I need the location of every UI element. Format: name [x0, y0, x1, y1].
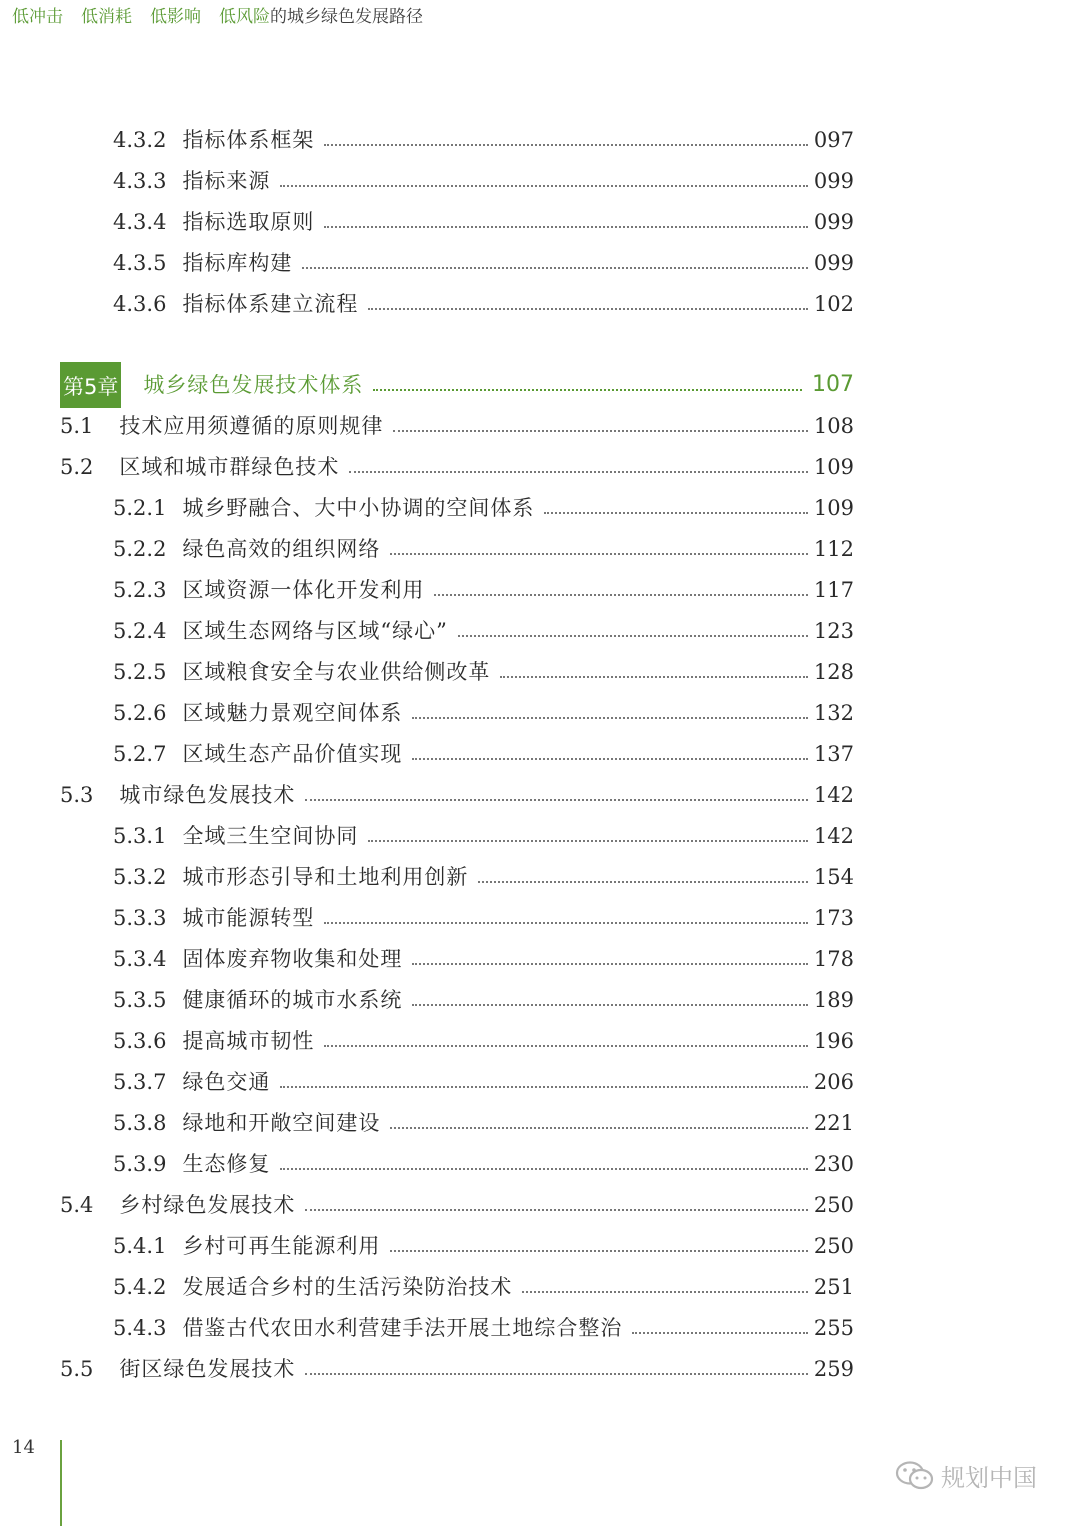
toc-entry-title: 区域和城市群绿色技术: [119, 455, 340, 479]
dot-leader: [324, 142, 808, 146]
toc-entry-page: 196: [813, 1029, 854, 1053]
toc-entry[interactable]: [113, 570, 854, 610]
toc-entry-number: 5.3: [60, 783, 94, 807]
toc-entry-title: 指标体系框架: [182, 128, 315, 152]
toc-entry-title: 生态修复: [182, 1152, 271, 1176]
toc-entry[interactable]: [113, 1144, 854, 1184]
toc-entry[interactable]: [113, 693, 854, 733]
dot-leader: [390, 1248, 808, 1252]
toc-entry-page: 189: [813, 988, 854, 1012]
dot-leader: [478, 879, 808, 883]
running-header: [12, 2, 441, 27]
toc-entry-number: 5.1: [60, 414, 94, 438]
toc-entry-number: 5.3.3: [113, 906, 167, 930]
toc-entry[interactable]: [113, 1308, 854, 1348]
toc-entry-number: 5.5: [60, 1357, 94, 1381]
toc-entry-title: 区域粮食安全与农业供给侧改革: [182, 660, 491, 684]
toc-entry[interactable]: [60, 406, 854, 446]
toc-entry[interactable]: [113, 816, 854, 856]
dot-leader: [280, 1166, 808, 1170]
toc-entry-page: 137: [813, 742, 854, 766]
toc-entry-number: 4.3.2: [113, 128, 167, 152]
toc-entry-page: 178: [813, 947, 854, 971]
header-title: 的城乡绿色发展路径: [270, 7, 423, 27]
toc-entry-page: 112: [813, 537, 854, 561]
toc-entry-page: 142: [813, 824, 854, 848]
toc-entry-title: 乡村绿色发展技术: [119, 1193, 296, 1217]
toc-entry-title: 指标选取原则: [182, 210, 315, 234]
dot-leader: [324, 224, 808, 228]
toc-entry-number: 4.3.6: [113, 292, 167, 316]
toc-entry-number: 4.3.5: [113, 251, 167, 275]
chapter-title: 城乡绿色发展技术体系: [143, 373, 364, 397]
toc-entry-number: 4.3.4: [113, 210, 167, 234]
toc-entry-title: 借鉴古代农田水利营建手法开展土地综合整治: [182, 1316, 623, 1340]
toc-entry[interactable]: [113, 284, 854, 324]
toc-entry-page: 128: [813, 660, 854, 684]
dot-leader: [458, 633, 808, 637]
margin-rule: [60, 1440, 62, 1526]
toc-entry[interactable]: [113, 734, 854, 774]
toc-entry-page: 123: [813, 619, 854, 643]
toc-entry-page: 099: [813, 210, 854, 234]
toc-entry-title: 全域三生空间协同: [182, 824, 359, 848]
toc-entry-title: 绿色交通: [182, 1070, 271, 1094]
dot-leader: [632, 1330, 808, 1334]
dot-leader: [390, 1125, 808, 1129]
toc-entry-number: 5.2.3: [113, 578, 167, 602]
dot-leader: [412, 961, 808, 965]
toc-entry-page: 099: [813, 169, 854, 193]
toc-entry[interactable]: [113, 202, 854, 242]
toc-entry[interactable]: [113, 1062, 854, 1102]
toc-entry-title: 绿色高效的组织网络: [182, 537, 381, 561]
toc-entry-title: 乡村可再生能源利用: [182, 1234, 381, 1258]
toc-entry-title: 指标库构建: [182, 251, 293, 275]
dot-leader: [349, 469, 808, 473]
dot-leader: [500, 674, 808, 678]
toc-entry-number: 5.3.7: [113, 1070, 167, 1094]
toc-entry-title: 区域生态网络与区域“绿心”: [182, 619, 448, 643]
toc-entry-title: 区域魅力景观空间体系: [182, 701, 403, 725]
toc-entry-page: 102: [813, 292, 854, 316]
toc-entry-number: 5.4.1: [113, 1234, 167, 1258]
toc-entry[interactable]: [113, 652, 854, 692]
toc-entry-number: 5.2: [60, 455, 94, 479]
dot-leader: [393, 428, 808, 432]
dot-leader: [305, 797, 808, 801]
toc-entry-title: 街区绿色发展技术: [119, 1357, 296, 1381]
dot-leader: [412, 715, 808, 719]
toc-entry[interactable]: [113, 898, 854, 938]
toc-entry-page: 206: [813, 1070, 854, 1094]
toc-entry-title: 区域资源一体化开发利用: [182, 578, 425, 602]
header-tag: 低风险: [219, 7, 270, 27]
dot-leader: [305, 1207, 808, 1211]
chapter-page: 107: [812, 372, 854, 397]
toc-entry[interactable]: [113, 529, 854, 569]
dot-leader: [280, 1084, 808, 1088]
toc-entry-title: 指标体系建立流程: [182, 292, 359, 316]
toc-entry-page: 109: [813, 496, 854, 520]
dot-leader: [324, 1043, 808, 1047]
dot-leader: [302, 265, 808, 269]
toc-entry-page: 108: [813, 414, 854, 438]
toc-entry[interactable]: [113, 161, 854, 201]
dot-leader: [280, 183, 808, 187]
toc-entry[interactable]: [60, 1185, 854, 1225]
dot-leader: [368, 838, 808, 842]
toc-entry-page: 132: [813, 701, 854, 725]
wechat-icon: [895, 1460, 935, 1492]
toc-entry-number: 4.3.3: [113, 169, 167, 193]
toc-entry-page: 109: [813, 455, 854, 479]
toc-entry-number: 5.4: [60, 1193, 94, 1217]
toc-entry-title: 区域生态产品价值实现: [182, 742, 403, 766]
toc-entry-title: 固体废弃物收集和处理: [182, 947, 403, 971]
header-tag: 低冲击: [12, 7, 63, 27]
toc-entry-page: 250: [813, 1193, 854, 1217]
toc-entry-number: 5.2.6: [113, 701, 167, 725]
dot-leader: [324, 920, 808, 924]
toc-entry-number: 5.2.2: [113, 537, 167, 561]
toc-entry[interactable]: [113, 488, 854, 528]
toc-entry-page: 099: [813, 251, 854, 275]
toc-entry-page: 142: [813, 783, 854, 807]
toc-entry[interactable]: [60, 447, 854, 487]
dot-leader: [544, 510, 808, 514]
toc-entry[interactable]: [113, 243, 854, 283]
toc-entry-title: 技术应用须遵循的原则规律: [119, 414, 384, 438]
header-tag: 低影响: [150, 7, 201, 27]
toc-entry-number: 5.2.1: [113, 496, 167, 520]
toc-entry-number: 5.3.9: [113, 1152, 167, 1176]
toc-entry-number: 5.4.2: [113, 1275, 167, 1299]
toc-entry[interactable]: [113, 980, 854, 1020]
toc-entry[interactable]: [113, 1021, 854, 1061]
toc-entry-page: 117: [813, 578, 854, 602]
toc-entry-title: 指标来源: [182, 169, 271, 193]
dot-leader: [368, 306, 808, 310]
toc-entry[interactable]: [113, 939, 854, 979]
toc-entry[interactable]: [113, 857, 854, 897]
chapter-heading[interactable]: [60, 362, 854, 408]
toc-entry-number: 5.3.4: [113, 947, 167, 971]
toc-entry-title: 城乡野融合、大中小协调的空间体系: [182, 496, 535, 520]
toc-entry-title: 城市形态引导和土地利用创新: [182, 865, 469, 889]
toc-entry-page: 259: [813, 1357, 854, 1381]
toc-entry-number: 5.2.5: [113, 660, 167, 684]
toc-entry-title: 发展适合乡村的生活污染防治技术: [182, 1275, 513, 1299]
dot-leader: [373, 387, 802, 391]
toc-entry-number: 5.3.2: [113, 865, 167, 889]
dot-leader: [390, 551, 808, 555]
toc-entry-title: 城市能源转型: [182, 906, 315, 930]
toc-entry-page: 221: [813, 1111, 854, 1135]
toc-entry-title: 健康循环的城市水系统: [182, 988, 403, 1012]
header-tag: 低消耗: [81, 7, 132, 27]
toc-entry-number: 5.4.3: [113, 1316, 167, 1340]
watermark: [895, 1458, 1037, 1493]
toc-entry-page: 154: [813, 865, 854, 889]
toc-entry-number: 5.2.7: [113, 742, 167, 766]
toc-entry-title: 提高城市韧性: [182, 1029, 315, 1053]
watermark-text: 规划中国: [941, 1464, 1037, 1492]
toc-entry[interactable]: [60, 775, 854, 815]
dot-leader: [412, 1002, 808, 1006]
toc-entry-number: 5.2.4: [113, 619, 167, 643]
toc-entry[interactable]: [113, 1226, 854, 1266]
toc-entry[interactable]: [113, 611, 854, 651]
toc-entry-number: 5.3.8: [113, 1111, 167, 1135]
toc-entry-number: 5.3.6: [113, 1029, 167, 1053]
dot-leader: [305, 1371, 808, 1375]
toc-entry-title: 城市绿色发展技术: [119, 783, 296, 807]
toc-entry-page: 251: [813, 1275, 854, 1299]
toc-entry[interactable]: [113, 1103, 854, 1143]
toc-entry-page: 173: [813, 906, 854, 930]
toc-entry-number: 5.3.1: [113, 824, 167, 848]
toc-entry-page: 097: [813, 128, 854, 152]
page-number: 14: [12, 1437, 35, 1458]
toc-entry[interactable]: [60, 1349, 854, 1389]
toc-entry-page: 250: [813, 1234, 854, 1258]
dot-leader: [412, 756, 808, 760]
toc-entry-page: 230: [813, 1152, 854, 1176]
toc-entry[interactable]: [113, 1267, 854, 1307]
toc-entry[interactable]: [113, 120, 854, 160]
chapter-badge: 第5章: [60, 362, 121, 408]
dot-leader: [434, 592, 808, 596]
toc-entry-page: 255: [813, 1316, 854, 1340]
toc-entry-number: 5.3.5: [113, 988, 167, 1012]
dot-leader: [522, 1289, 808, 1293]
toc-entry-title: 绿地和开敞空间建设: [182, 1111, 381, 1135]
